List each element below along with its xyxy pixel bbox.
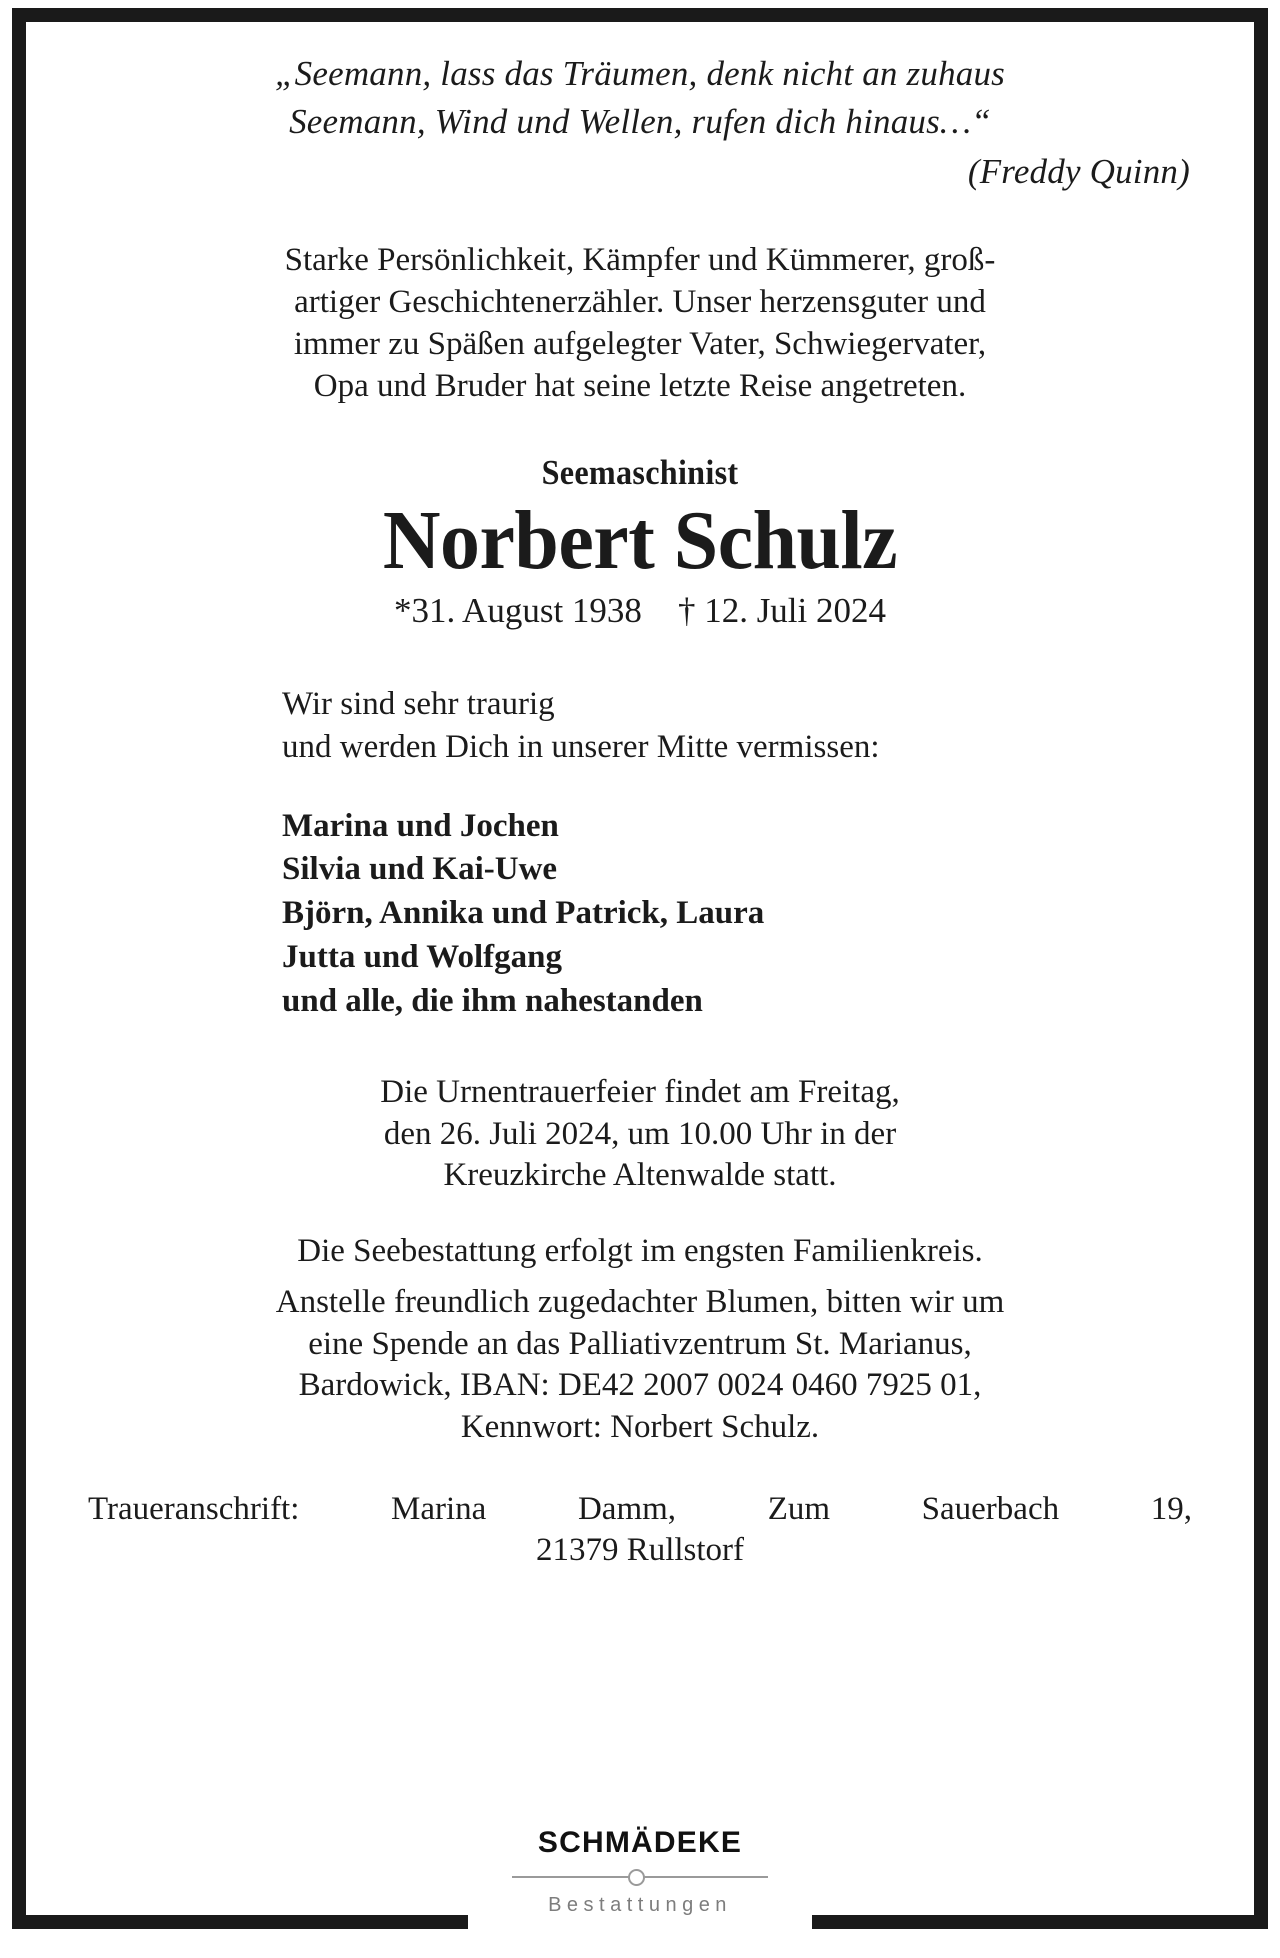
donation-line-2: eine Spende an das Palliativzentrum St. Marianus, (308, 1325, 972, 1362)
obituary-content (26, 22, 1254, 1572)
deceased-name: Norbert Schulz (382, 494, 898, 588)
list-item: Jutta und Wolfgang (282, 939, 562, 976)
quote-attribution: (Freddy Quinn) (967, 152, 1190, 192)
condolence-address (66, 1489, 1214, 1572)
tribute-line-3: immer zu Späßen aufgelegter Vater, Schwiegervater, (293, 325, 987, 362)
list-item: Marina und Jochen (282, 807, 559, 844)
funeral-home-logo (0, 1828, 1280, 1915)
ceremony-line-1: Die Urnentrauerfeier findet am Freitag, (380, 1073, 900, 1110)
logo-circle-ornament-icon (628, 1869, 645, 1886)
obituary-card (26, 22, 1254, 1915)
donation-line-1: Anstelle freundlich zugedachter Blumen, bitten wir um (275, 1284, 1005, 1321)
funeral-home-name: SCHMÄDEKE (537, 1826, 743, 1859)
quote-line-1: „Seemann, lass das Träumen, denk nicht an zuhaus (274, 54, 1005, 93)
ceremony-line-3: Kreuzkirche Altenwalde statt. (443, 1157, 837, 1194)
mourning-statement (26, 683, 1254, 769)
deceased-role: Seemaschinist (541, 453, 739, 493)
memorial-quote (86, 50, 1194, 196)
tribute-line-1: Starke Persönlichkeit, Kämpfer und Kümmerer, groß- (284, 241, 996, 278)
address-city-line: 21379 Rullstorf (535, 1532, 745, 1569)
mourning-line-2: und werden Dich in unserer Mitte vermissen: (282, 728, 880, 765)
logo-divider (512, 1867, 768, 1887)
address-street-line: Traueranschrift: Marina Damm, Zum Sauerbach 19, (88, 1490, 1192, 1527)
ceremony-line-2: den 26. Juli 2024, um 10.00 Uhr in der (383, 1115, 897, 1152)
birth-date: *31. August 1938 (393, 590, 642, 630)
life-dates (26, 591, 1254, 631)
tribute-paragraph (78, 240, 1202, 408)
list-item: Björn, Annika und Patrick, Laura (282, 895, 765, 932)
donation-reference-line: Kennwort: Norbert Schulz. (460, 1408, 820, 1445)
tribute-line-2: artiger Geschichtenerzähler. Unser herzensguter und (294, 283, 986, 320)
tribute-line-4: Opa und Bruder hat seine letzte Reise angetreten. (313, 367, 967, 404)
donation-iban-line: Bardowick, IBAN: DE42 2007 0024 0460 7925 01, (298, 1367, 982, 1404)
mourning-line-1: Wir sind sehr traurig (282, 685, 555, 722)
ceremony-details (66, 1072, 1214, 1197)
death-date: † 12. Juli 2024 (677, 590, 887, 630)
list-item: und alle, die ihm nahestanden (282, 983, 703, 1020)
quote-line-2: Seemann, Wind und Wellen, rufen dich hinaus…“ (289, 101, 991, 141)
list-item: Silvia und Kai-Uwe (282, 851, 558, 888)
sea-burial-note: Die Seebestattung erfolgt im engsten Familienkreis. (297, 1232, 983, 1269)
surviving-family-list (26, 805, 1254, 1024)
funeral-home-tagline: Bestattungen (548, 1894, 732, 1916)
donation-request (66, 1282, 1214, 1448)
